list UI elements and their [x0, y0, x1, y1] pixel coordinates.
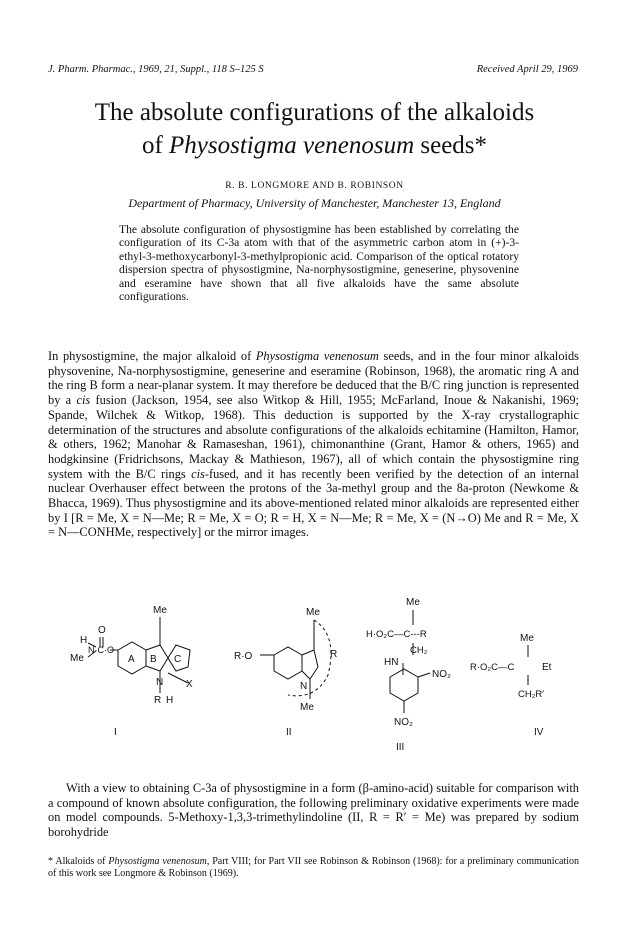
text-run: fusion (Jackson, 1954, see also Witkop & Hill, 1955; McFarland, Inoue & Nakanishi, 1969; Spande, Wilchek & Witkop, 1968). This deduction is supported by the X-ray crystallographic determination of the structures and absolute configurations of the alkaloids echitamine (Hamilton, Hamor, & others, 1962; Manohar & Ramaseshan, 1961), chimonanthine (Grant, Hamor & others, 1965) and hodgkinsine (Fridrichsons, Mackay & Mathieson, 1967), all of which contain the physostigmine ring system with the B/C rings	[48, 393, 579, 481]
footnote	[48, 856, 579, 880]
ring-label: B	[150, 654, 157, 665]
atom-label: CH₂	[410, 645, 428, 656]
title-line-1: The absolute configurations of the alkaloids	[94, 99, 535, 126]
structure-label-ii: II	[286, 727, 292, 738]
title-part: seeds*	[414, 132, 488, 159]
atom-label: NO₂	[432, 669, 451, 680]
text-run: In physostigmine, the major alkaloid of	[48, 349, 256, 363]
text-run-italic: Physostigma venenosum	[255, 349, 379, 363]
atom-label: X	[186, 679, 193, 690]
atom-label: H·O₂C—C---R	[366, 629, 427, 640]
atom-label: Me	[406, 597, 420, 608]
body-paragraph-1	[48, 349, 579, 540]
atom-label: R·O₂C—C	[470, 662, 515, 673]
text-run-italic: cis	[76, 393, 91, 408]
text-run-italic: Physostigma venenosum	[108, 856, 207, 867]
atom-label: H	[80, 635, 88, 646]
structures-svg	[48, 595, 579, 765]
text-run: , Part VIII; for Part VII see Robinson & Robinson (1968): for a preliminary communication of this work see Longmore & Robinson (1969).	[48, 856, 580, 879]
atom-label: N	[156, 677, 164, 688]
atom-label: Me	[70, 653, 84, 664]
title-species: Physostigma venenosum	[169, 132, 415, 159]
title-part: of	[141, 132, 170, 159]
atom-label: R·O	[234, 651, 253, 662]
ring-ii-benzene	[274, 647, 302, 679]
affiliation: Department of Pharmacy, University of Manchester, Manchester 13, England	[128, 196, 501, 210]
paper-title	[40, 96, 589, 162]
atom-label: O	[98, 625, 106, 636]
ring-label: C	[174, 654, 182, 665]
title-line-2	[40, 129, 589, 162]
structure-label-i: I	[114, 727, 117, 738]
received-date: Received April 29, 1969	[476, 64, 578, 75]
ring-iii-benzene	[390, 669, 418, 701]
atom-label: Me	[300, 702, 314, 713]
atom-label: Me	[520, 633, 534, 644]
text-run-italic: cis	[191, 466, 205, 481]
atom-label: R	[154, 695, 162, 706]
ring-label: A	[128, 654, 135, 665]
structure-label-iii: III	[396, 742, 405, 753]
atom-label: Me	[306, 607, 320, 618]
atom-label: NO₂	[394, 717, 413, 728]
text-run: * Alkaloids of	[48, 856, 109, 867]
journal-citation: J. Pharm. Pharmac., 1969, 21, Suppl., 118 S–125 S	[48, 64, 264, 75]
atom-label: R	[330, 649, 338, 660]
atom-label: N	[300, 681, 308, 692]
atom-label: N·C·O	[88, 645, 114, 655]
body-paragraph-2	[48, 781, 579, 840]
authors: R. B. LONGMORE AND B. ROBINSON	[225, 181, 404, 191]
structure-label-iv: IV	[534, 727, 544, 738]
atom-label: H	[166, 695, 174, 706]
abstract: The absolute configuration of physostigmine has been established by correlating the configuration of its C-3a atom with that of the asymmetric carbon atom in (+)-3-ethyl-3-methoxycarbonyl-3-methylpropionic acid. Comparison of the optical rotatory dispersion spectra of physostigmine, Na-norphysostigmine, geneserine, physovenine and eseramine have shown that all five alkaloids have the same absolute configurations.	[119, 223, 519, 304]
text-run: -fused, and it has recently been verified by the detection of an internal nuclear Overhauser effect between the protons of the 3a-methyl group and the 8a-proton (Newkome & Bhacca, 1969). Thus physostigmine and its above-mentioned related minor alkaloids are represented either by I [R = Me, X = N—Me; R = Me, X = O; R = H, X = N—Me; R = Me, X = (N→O) Me and R = Me, X = N—CONHMe, respectively] or the mirror images.	[48, 466, 579, 540]
atom-label: Et	[542, 662, 552, 673]
text-run: seeds, and in the four minor alkaloids physovenine, Na-norphysostigmine, geneserine and eseramine (Robinson, 1968), the aromatic ring A and the ring B form a near-planar system. It may therefore be deduced that the B/C ring junction is represented by a	[48, 349, 579, 408]
atom-label: HN	[384, 657, 399, 668]
atom-label: Me	[153, 605, 167, 616]
structures-figure	[48, 595, 579, 765]
text-run: With a view to obtaining C-3a of physostigmine in a form (β-amino-acid) suitable for comparison with a compound of known absolute configuration, the following preliminary oxidative experiments were made on model compounds. 5-Methoxy-1,3,3-trimethylindoline (II, R = R′ = Me) was prepared by sodium borohydride	[48, 781, 579, 840]
atom-label: CH₂R′	[518, 689, 545, 700]
